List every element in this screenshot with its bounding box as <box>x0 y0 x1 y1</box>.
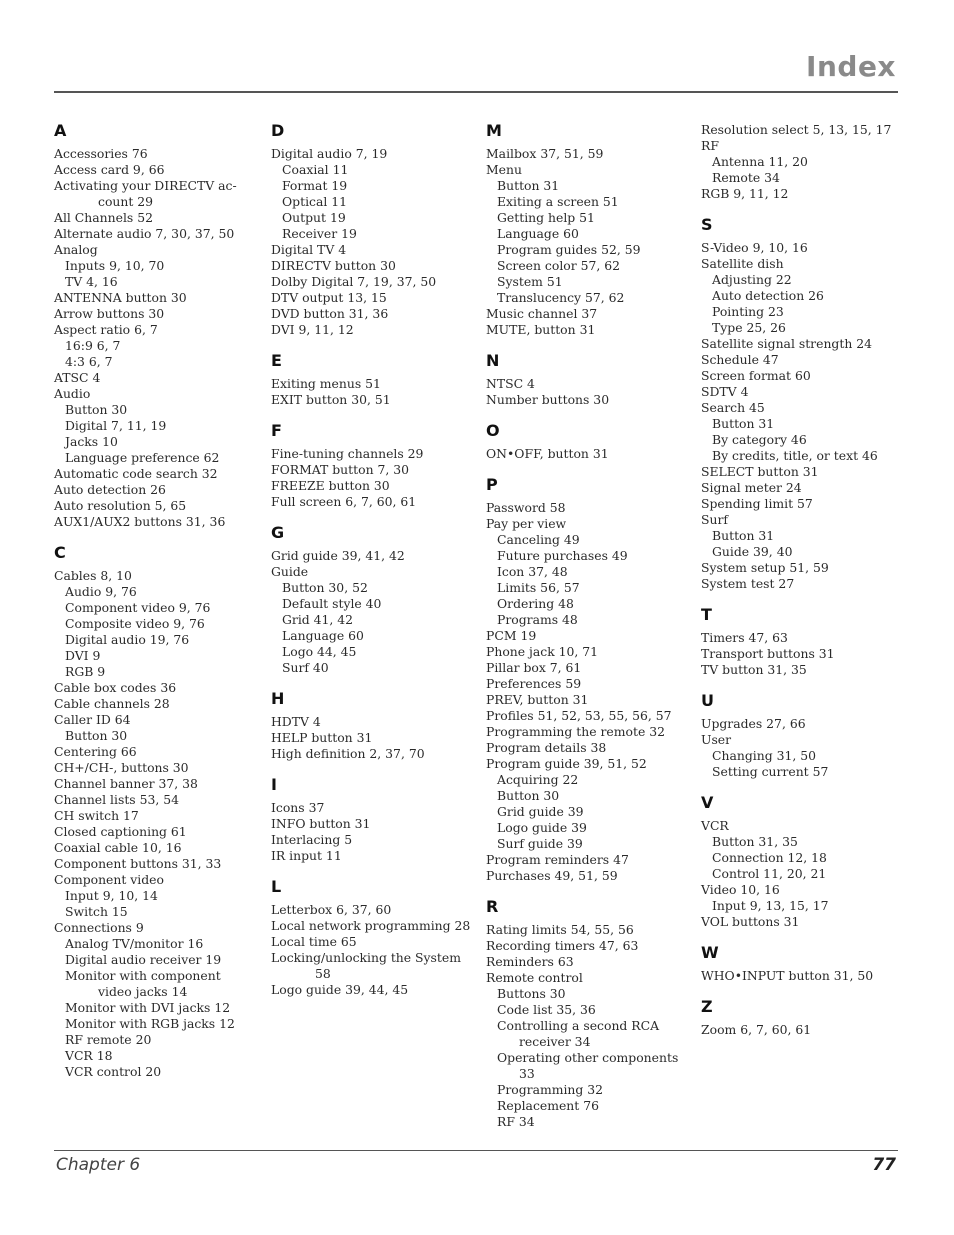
index-subentry: Digital audio 19, 76 <box>65 632 190 647</box>
index-subentry: 4:3 6, 7 <box>65 354 113 369</box>
index-subentry: Buttons 30 <box>497 986 566 1001</box>
index-column-3 <box>486 120 696 1130</box>
index-subentry: By category 46 <box>712 432 807 447</box>
index-entry: VCR <box>701 818 729 833</box>
index-entry: VOL buttons 31 <box>701 914 800 929</box>
index-subentry: 16:9 6, 7 <box>65 338 121 353</box>
index-entry: Menu <box>486 162 522 177</box>
index-entry: Cable channels 28 <box>54 696 170 711</box>
index-subentry: Antenna 11, 20 <box>712 154 808 169</box>
index-subentry: Canceling 49 <box>497 532 580 547</box>
index-entry: System test 27 <box>701 576 795 591</box>
index-entry: FREEZE button 30 <box>271 478 390 493</box>
index-subentry: Language 60 <box>282 628 364 643</box>
index-subentry: RF remote 20 <box>65 1032 152 1047</box>
index-entry: Purchases 49, 51, 59 <box>486 868 618 883</box>
section-letter: M <box>486 121 502 140</box>
section-letter: A <box>54 121 67 140</box>
index-entry: Program details 38 <box>486 740 607 755</box>
header-rule <box>54 91 898 93</box>
index-entry: Component video <box>54 872 164 887</box>
index-entry: Surf <box>701 512 728 527</box>
index-entry: ON•OFF, button 31 <box>486 446 609 461</box>
index-subentry: RF 34 <box>497 1114 535 1129</box>
index-subentry: Digital audio receiver 19 <box>65 952 222 967</box>
index-column-4 <box>701 120 901 1038</box>
index-subentry: VCR control 20 <box>65 1064 162 1079</box>
index-subentry: Future purchases 49 <box>497 548 628 563</box>
index-subentry: Optical 11 <box>282 194 348 209</box>
index-entry: Digital TV 4 <box>271 242 347 257</box>
index-subentry: Pointing 23 <box>712 304 784 319</box>
index-subentry: Grid 41, 42 <box>282 612 354 627</box>
index-subentry: Input 9, 10, 14 <box>65 888 158 903</box>
index-entry: Program reminders 47 <box>486 852 629 867</box>
index-entry: Pay per view <box>486 516 567 531</box>
index-entry: System setup 51, 59 <box>701 560 829 575</box>
index-subentry: Limits 56, 57 <box>497 580 580 595</box>
index-entry: Activating your DIRECTV ac- <box>54 178 237 193</box>
index-subentry: Input 9, 13, 15, 17 <box>712 898 829 913</box>
index-entry: DIRECTV button 30 <box>271 258 396 273</box>
index-subentry: VCR 18 <box>65 1048 113 1063</box>
index-subentry: Getting help 51 <box>497 210 595 225</box>
index-subentry: Logo 44, 45 <box>282 644 357 659</box>
index-entry: EXIT button 30, 51 <box>271 392 391 407</box>
index-entry: Centering 66 <box>54 744 137 759</box>
index-entry: IR input 11 <box>271 848 342 863</box>
index-subentry: Adjusting 22 <box>712 272 792 287</box>
index-entry: DTV output 13, 15 <box>271 290 387 305</box>
index-entry: Recording timers 47, 63 <box>486 938 639 953</box>
index-subentry: Inputs 9, 10, 70 <box>65 258 165 273</box>
index-subentry: Program guides 52, 59 <box>497 242 641 257</box>
index-entry: Full screen 6, 7, 60, 61 <box>271 494 417 509</box>
index-subentry: Auto detection 26 <box>712 288 824 303</box>
index-entry: NTSC 4 <box>486 376 535 391</box>
index-entry: S-Video 9, 10, 16 <box>701 240 808 255</box>
index-subentry: Format 19 <box>282 178 348 193</box>
index-entry: ATSC 4 <box>54 370 101 385</box>
section-letter: H <box>271 689 285 708</box>
index-subentry: Acquiring 22 <box>497 772 579 787</box>
index-subentry: Component video 9, 76 <box>65 600 211 615</box>
index-entry: Number buttons 30 <box>486 392 610 407</box>
section-letter: U <box>701 691 714 710</box>
index-entry: Fine-tuning channels 29 <box>271 446 424 461</box>
chapter-label: Chapter 6 <box>56 1155 141 1175</box>
index-subentry: Output 19 <box>282 210 346 225</box>
index-entry: Audio <box>54 386 91 401</box>
index-entry: Caller ID 64 <box>54 712 131 727</box>
index-entry: 58 <box>315 966 331 981</box>
section-letter: F <box>271 421 282 440</box>
index-subentry: Language 60 <box>497 226 579 241</box>
index-subentry: Operating other components <box>497 1050 679 1065</box>
index-subentry: System 51 <box>497 274 563 289</box>
index-entry: Remote control <box>486 970 583 985</box>
index-entry: Transport buttons 31 <box>701 646 835 661</box>
index-entry: Channel banner 37, 38 <box>54 776 198 791</box>
index-subentry: Screen color 57, 62 <box>497 258 621 273</box>
index-subentry: Default style 40 <box>282 596 382 611</box>
index-entry: Timers 47, 63 <box>701 630 788 645</box>
index-subentry: Remote 34 <box>712 170 780 185</box>
index-subentry: Digital 7, 11, 19 <box>65 418 167 433</box>
index-subentry: DVI 9 <box>65 648 101 663</box>
index-subentry: Icon 37, 48 <box>497 564 568 579</box>
index-column-1 <box>54 120 264 1080</box>
index-entry: AUX1/AUX2 buttons 31, 36 <box>54 514 226 529</box>
index-entry: HDTV 4 <box>271 714 321 729</box>
index-subentry: By credits, title, or text 46 <box>712 448 878 463</box>
index-entry: RGB 9, 11, 12 <box>701 186 789 201</box>
index-entry: Analog <box>54 242 98 257</box>
index-entry: SELECT button 31 <box>701 464 819 479</box>
index-subentry: Grid guide 39 <box>497 804 584 819</box>
index-subentry: Button 30 <box>65 728 128 743</box>
page-number: 77 <box>872 1155 896 1175</box>
index-subentry: Button 31 <box>712 528 775 543</box>
index-entry: Auto resolution 5, 65 <box>54 498 187 513</box>
section-letter: E <box>271 351 282 370</box>
index-entry: Channel lists 53, 54 <box>54 792 180 807</box>
index-entry: Connections 9 <box>54 920 144 935</box>
section-letter: D <box>271 121 285 140</box>
index-subentry: Monitor with DVI jacks 12 <box>65 1000 231 1015</box>
page-title: Index <box>806 50 896 83</box>
index-subentry: RGB 9 <box>65 664 106 679</box>
section-letter: V <box>701 793 714 812</box>
index-subentry: Setting current 57 <box>712 764 829 779</box>
index-entry: Search 45 <box>701 400 765 415</box>
index-subentry: Connection 12, 18 <box>712 850 827 865</box>
section-letter: P <box>486 475 498 494</box>
index-subentry: Monitor with component <box>65 968 221 983</box>
index-subentry: Button 31 <box>712 416 775 431</box>
index-entry: video jacks 14 <box>98 984 188 999</box>
section-letter: C <box>54 543 66 562</box>
index-subentry: Surf guide 39 <box>497 836 583 851</box>
index-subentry: Type 25, 26 <box>712 320 786 335</box>
index-entry: INFO button 31 <box>271 816 371 831</box>
index-entry: Zoom 6, 7, 60, 61 <box>701 1022 812 1037</box>
index-subentry: Button 31 <box>497 178 560 193</box>
index-entry: Profiles 51, 52, 53, 55, 56, 57 <box>486 708 672 723</box>
index-entry: DVD button 31, 36 <box>271 306 389 321</box>
index-entry: RF <box>701 138 719 153</box>
section-letter: S <box>701 215 713 234</box>
index-entry: Spending limit 57 <box>701 496 813 511</box>
index-entry: FORMAT button 7, 30 <box>271 462 410 477</box>
index-subentry: Controlling a second RCA <box>497 1018 660 1033</box>
index-subentry: Button 30 <box>65 402 128 417</box>
index-entry: Arrow buttons 30 <box>54 306 165 321</box>
index-subentry: Jacks 10 <box>65 434 118 449</box>
index-entry: Mailbox 37, 51, 59 <box>486 146 604 161</box>
index-subentry: Code list 35, 36 <box>497 1002 596 1017</box>
index-subentry: Analog TV/monitor 16 <box>65 936 204 951</box>
index-entry: count 29 <box>98 194 154 209</box>
index-subentry: Guide 39, 40 <box>712 544 793 559</box>
index-subentry: Control 11, 20, 21 <box>712 866 827 881</box>
index-subentry: Receiver 19 <box>282 226 357 241</box>
index-entry: TV button 31, 35 <box>701 662 807 677</box>
index-entry: CH+/CH-, buttons 30 <box>54 760 189 775</box>
index-subentry: TV 4, 16 <box>65 274 118 289</box>
index-entry: DVI 9, 11, 12 <box>271 322 354 337</box>
index-subentry: Composite video 9, 76 <box>65 616 205 631</box>
index-subentry: Logo guide 39 <box>497 820 587 835</box>
index-entry: Local time 65 <box>271 934 357 949</box>
index-subentry: Surf 40 <box>282 660 329 675</box>
index-entry: Program guide 39, 51, 52 <box>486 756 647 771</box>
index-entry: Dolby Digital 7, 19, 37, 50 <box>271 274 437 289</box>
index-entry: Letterbox 6, 37, 60 <box>271 902 392 917</box>
index-entry: Logo guide 39, 44, 45 <box>271 982 409 997</box>
index-subentry: Monitor with RGB jacks 12 <box>65 1016 235 1031</box>
index-entry: Coaxial cable 10, 16 <box>54 840 182 855</box>
index-entry: PCM 19 <box>486 628 537 643</box>
section-letter: I <box>271 775 277 794</box>
index-entry: Satellite signal strength 24 <box>701 336 873 351</box>
index-entry: Rating limits 54, 55, 56 <box>486 922 634 937</box>
index-entry: Alternate audio 7, 30, 37, 50 <box>54 226 235 241</box>
section-letter: R <box>486 897 499 916</box>
index-entry: Locking/unlocking the System <box>271 950 461 965</box>
index-entry: Programming the remote 32 <box>486 724 665 739</box>
index-entry: PREV, button 31 <box>486 692 589 707</box>
index-entry: Password 58 <box>486 500 566 515</box>
index-entry: Phone jack 10, 71 <box>486 644 599 659</box>
index-subentry: Changing 31, 50 <box>712 748 816 763</box>
index-entry: Guide <box>271 564 309 579</box>
section-letter: T <box>701 605 712 624</box>
index-entry: CH switch 17 <box>54 808 139 823</box>
index-entry: Component buttons 31, 33 <box>54 856 222 871</box>
index-entry: Signal meter 24 <box>701 480 802 495</box>
index-subentry: Exiting a screen 51 <box>497 194 619 209</box>
index-subentry: Switch 15 <box>65 904 128 919</box>
index-subentry: Programming 32 <box>497 1082 604 1097</box>
index-entry: ANTENNA button 30 <box>54 290 187 305</box>
index-entry: Grid guide 39, 41, 42 <box>271 548 405 563</box>
index-subentry: Button 30, 52 <box>282 580 368 595</box>
index-entry: Aspect ratio 6, 7 <box>54 322 158 337</box>
index-entry: Local network programming 28 <box>271 918 471 933</box>
index-entry: Screen format 60 <box>701 368 811 383</box>
index-entry: Cable box codes 36 <box>54 680 177 695</box>
section-letter: O <box>486 421 500 440</box>
index-entry: Accessories 76 <box>54 146 148 161</box>
index-entry: receiver 34 <box>519 1034 591 1049</box>
index-entry: Preferences 59 <box>486 676 582 691</box>
index-entry: Automatic code search 32 <box>54 466 218 481</box>
index-subentry: Translucency 57, 62 <box>497 290 625 305</box>
section-letter: G <box>271 523 285 542</box>
section-letter: L <box>271 877 282 896</box>
index-column-2 <box>271 120 481 998</box>
index-entry: WHO•INPUT button 31, 50 <box>701 968 874 983</box>
section-letter: W <box>701 943 719 962</box>
index-entry: User <box>701 732 732 747</box>
index-entry: Access card 9, 66 <box>54 162 165 177</box>
index-subentry: Ordering 48 <box>497 596 574 611</box>
index-entry: Digital audio 7, 19 <box>271 146 388 161</box>
index-entry: 33 <box>519 1066 535 1081</box>
index-entry: MUTE, button 31 <box>486 322 596 337</box>
index-entry: HELP button 31 <box>271 730 373 745</box>
index-subentry: Button 31, 35 <box>712 834 798 849</box>
index-entry: Satellite dish <box>701 256 784 271</box>
index-subentry: Audio 9, 76 <box>65 584 137 599</box>
index-entry: Resolution select 5, 13, 15, 17 <box>701 122 892 137</box>
index-entry: All Channels 52 <box>54 210 153 225</box>
index-entry: Cables 8, 10 <box>54 568 132 583</box>
index-entry: Interlacing 5 <box>271 832 353 847</box>
section-letter: Z <box>701 997 713 1016</box>
index-entry: Video 10, 16 <box>701 882 780 897</box>
index-subentry: Button 30 <box>497 788 560 803</box>
index-entry: Reminders 63 <box>486 954 574 969</box>
index-entry: Auto detection 26 <box>54 482 166 497</box>
index-entry: Exiting menus 51 <box>271 376 381 391</box>
index-entry: Upgrades 27, 66 <box>701 716 806 731</box>
footer-rule <box>54 1150 898 1151</box>
index-entry: SDTV 4 <box>701 384 749 399</box>
index-subentry: Language preference 62 <box>65 450 220 465</box>
section-letter: N <box>486 351 500 370</box>
index-subentry: Replacement 76 <box>497 1098 599 1113</box>
index-entry: High definition 2, 37, 70 <box>271 746 425 761</box>
index-entry: Icons 37 <box>271 800 325 815</box>
index-entry: Pillar box 7, 61 <box>486 660 582 675</box>
index-entry: Closed captioning 61 <box>54 824 187 839</box>
index-entry: Music channel 37 <box>486 306 598 321</box>
index-entry: Schedule 47 <box>701 352 779 367</box>
index-subentry: Coaxial 11 <box>282 162 349 177</box>
index-subentry: Programs 48 <box>497 612 578 627</box>
